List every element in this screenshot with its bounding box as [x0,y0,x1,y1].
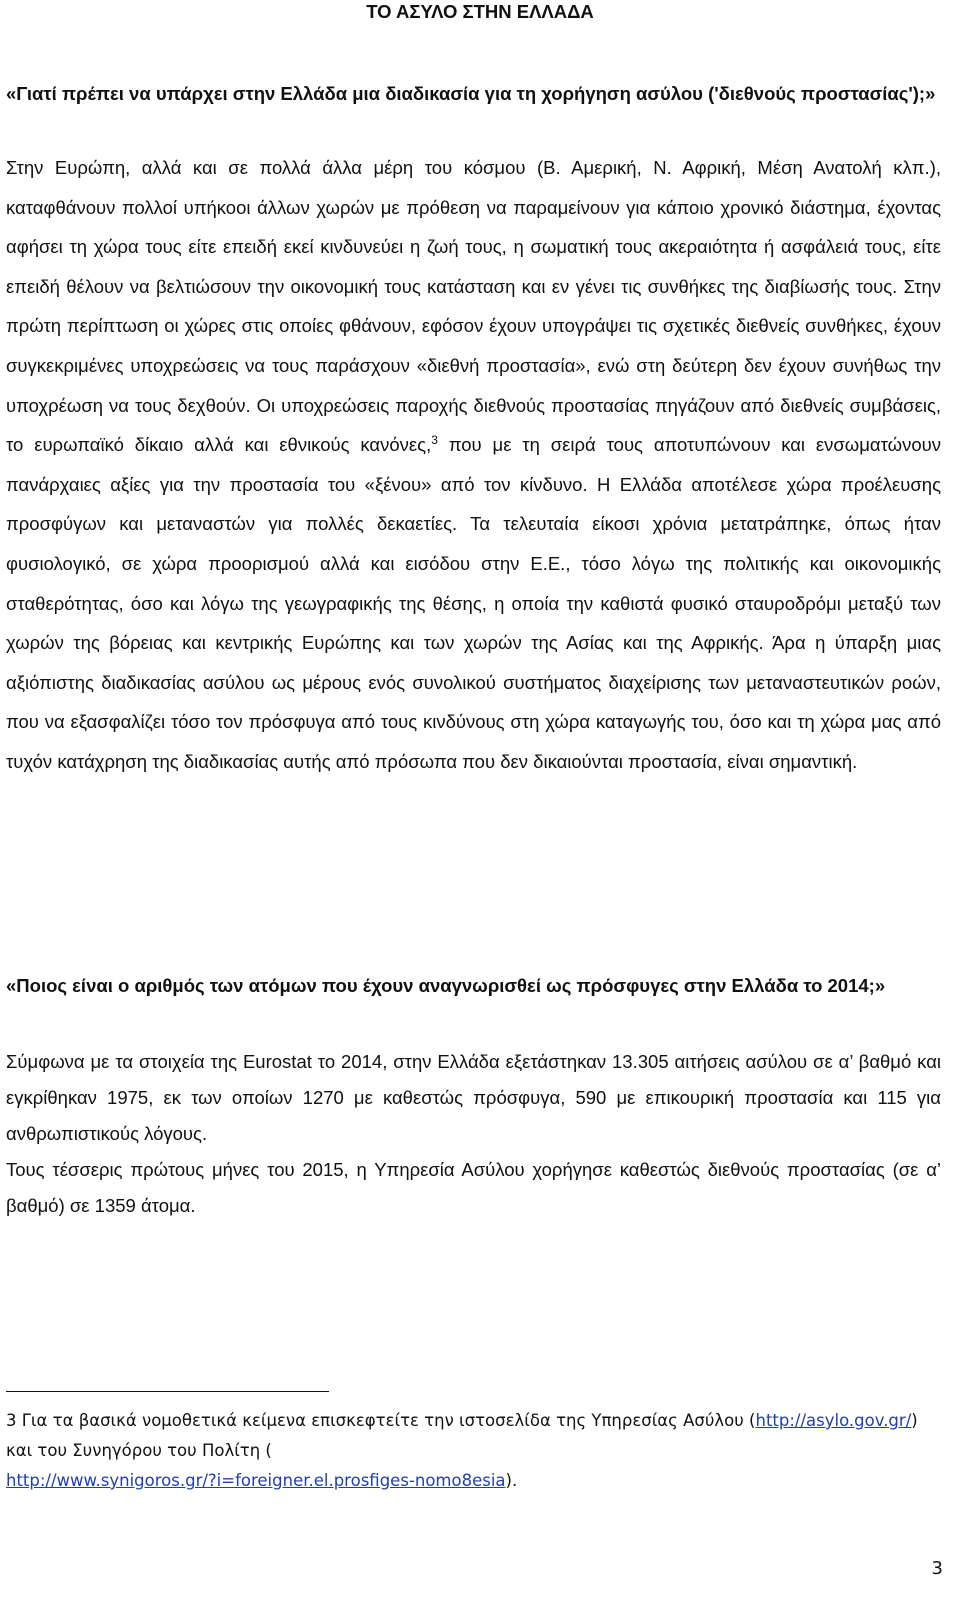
section1-paragraph-part2: που με τη σειρά τους αποτυπώνουν και ενσωματώνουν πανάρχαιες αξίες για την προστασία του «ξένου» από τον κίνδυνο. Η Ελλάδα αποτέλεσε χώρα προέλευσης προσφύγων και μεταναστών για πολλές δεκαετίες. Τα τελευταία είκοσι χρόνια μετατράπηκε, όπως ήταν φυσιολογικό, σε χώρα προορισμού αλλά και εισόδου στην Ε.Ε., τόσο λόγω της πολιτικής και οικονομικής σταθερότητας, όσο και λόγω της γεωγραφικής της θέσης, η οποία την καθιστά φυσικό σταυροδρόμι μεταξύ των χωρών της βόρειας και κεντρικής Ευρώπης και των χωρών της Ασίας και της Αφρικής. Άρα η ύπαρξη μιας αξιόπιστης διαδικασίας ασύλου ως μέρους ενός συνολικού συστήματος διαχείρισης των μεταναστευτικών ροών, που να εξασφαλίζει τόσο τον πρόσφυγα από τους κινδύνους στη χώρα καταγωγής του, όσο και τη χώρα μας από τυχόν κατάχρηση της διαδικασίας αυτής από πρόσωπα που δεν δικαιούνται προστασία, είναι σημαντική. [6,434,941,772]
asylum-service-link[interactable]: http://asylo.gov.gr/ [755,1411,912,1430]
footnote-separator [6,1391,329,1392]
footnote-text-2: ) και του Συνηγόρου του Πολίτη ( [6,1411,918,1460]
footnote-reference: 3 [431,433,438,447]
page-title: ΤΟ ΑΣΥΛΟ ΣΤΗΝ ΕΛΛΑΔΑ [366,1,594,22]
footnote-text-1: 3 Για τα βασικά νομοθετικά κείμενα επισκεφτείτε την ιστοσελίδα της Υπηρεσίας Ασύλου ( [6,1411,756,1430]
section2-question: «Ποιος είναι ο αριθμός των ατόμων που έχουν αναγνωρισθεί ως πρόσφυγες στην Ελλάδα το 2014;» [6,975,886,996]
section1-paragraph-part1: Στην Ευρώπη, αλλά και σε πολλά άλλα μέρη του κόσμου (Β. Αμερική, Ν. Αφρική, Μέση Ανατολή κλπ.), καταφθάνουν πολλοί υπήκοοι άλλων χωρών με πρόθεση να παραμείνουν για κάποιο χρονικό διάστημα, έχοντας αφήσει τη χώρα τους είτε επειδή εκεί κινδυνεύει η ζωή τους, η σωματική τους ακεραιότητα ή ασφάλειά τους, είτε επειδή θέλουν να βελτιώσουν την οικονομική τους κατάσταση και εν γένει τις συνθήκες της διαβίωσής τους. Στην πρώτη περίπτωση οι χώρες στις οποίες φθάνουν, εφόσον έχουν υπογράψει τις σχετικές διεθνείς συνθήκες, έχουν συγκεκριμένες υποχρεώσεις να τους παράσχουν «διεθνή προστασία», ενώ στη δεύτερη δεν έχουν συνήθως την υποχρέωση να τους δεχθούν. Οι υποχρεώσεις παροχής διεθνούς προστασίας πηγάζουν από διεθνείς συμβάσεις, το ευρωπαϊκό δίκαιο αλλά και εθνικούς κανόνες, [6,157,941,456]
page-number: 3 [931,1558,943,1579]
section1-paragraph [6,148,941,782]
section1-question: «Γιατί πρέπει να υπάρχει στην Ελλάδα μια διαδικασία για τη χορήγηση ασύλου ('διεθνούς προστασίας');» [6,83,936,104]
section2-paragraph-2: Τους τέσσερις πρώτους μήνες του 2015, η Υπηρεσία Ασύλου χορήγησε καθεστώς διεθνούς προστασίας (σε α’ βαθμό) σε 1359 άτομα. [6,1159,941,1216]
ombudsman-link[interactable]: http://www.synigoros.gr/?i=foreigner.el.prosfiges-nomo8esia [6,1471,506,1490]
footnote [6,1406,941,1496]
section2-paragraph-1: Σύμφωνα με τα στοιχεία της Eurostat το 2014, στην Ελλάδα εξετάστηκαν 13.305 αιτήσεις ασύλου σε α’ βαθμό και εγκρίθηκαν 1975, εκ των οποίων 1270 με καθεστώς πρόσφυγα, 590 με επικουρική προστασία και 115 για ανθρωπιστικούς λόγους. [6,1051,941,1144]
footnote-text-3: ). [505,1471,518,1490]
